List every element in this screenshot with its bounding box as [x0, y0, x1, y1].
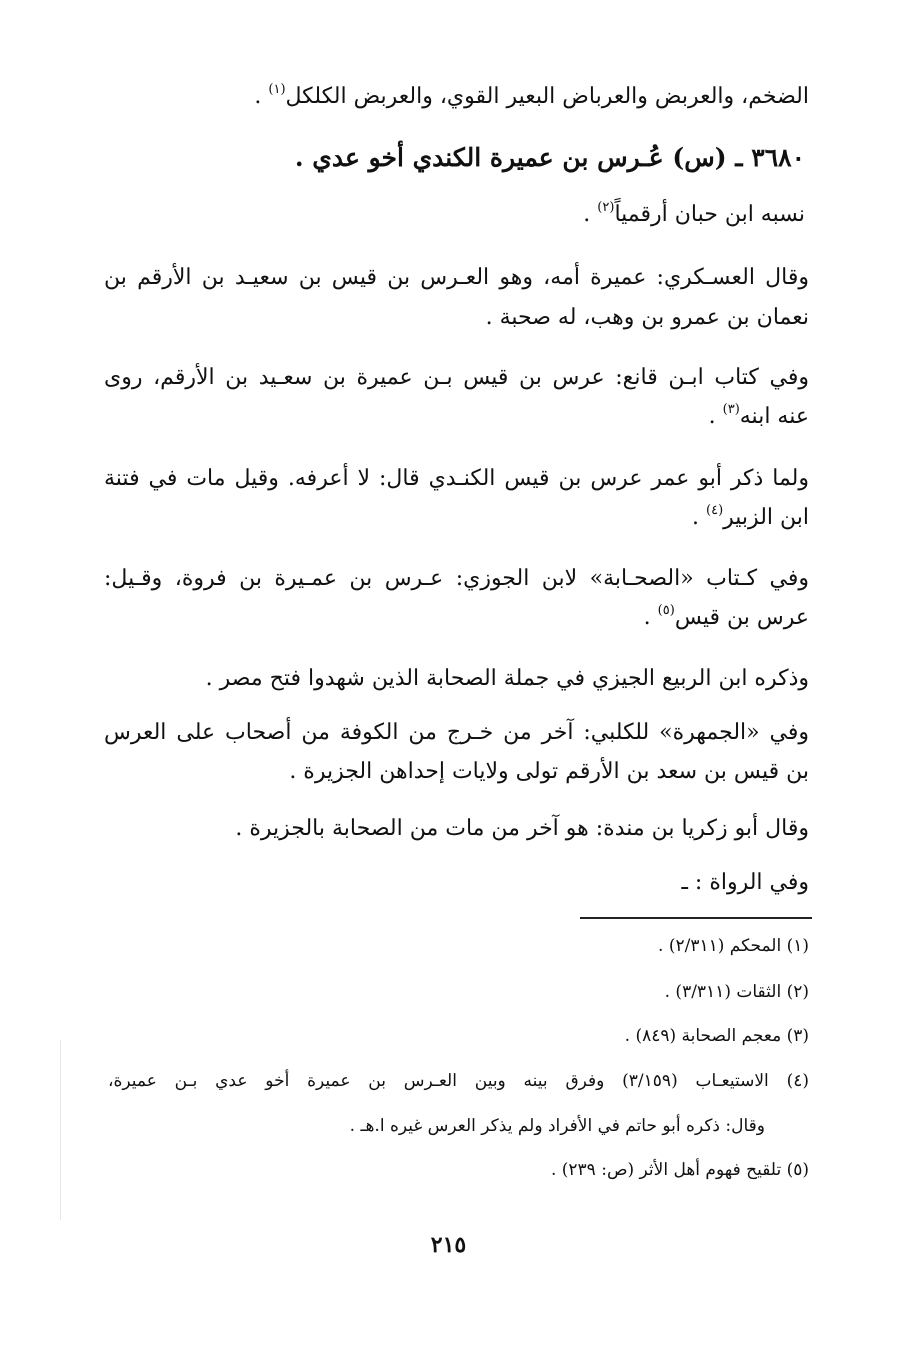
- text-line-1: [254, 82, 809, 112]
- text-line-7: [709, 402, 809, 432]
- text-line-3: [583, 200, 805, 230]
- footnote-ref-2[interactable]: (٢): [597, 200, 615, 215]
- text-line-4: وقال العسـكري: عميرة أمه، وهو العـرس بن قيس بن سعيـد بن الأرقم بن: [104, 265, 809, 290]
- text-line-8: ولما ذكر أبو عمر عرس بن قيس الكنـدي قال: لا أعرفه. وقيل مات في فتنة: [104, 466, 809, 491]
- line-1-end: .: [254, 84, 269, 109]
- footnote-1: (١) المحكم (٢/٣١١) .: [658, 936, 809, 956]
- entry-heading: ٣٦٨٠ ـ (س) عُـرس بن عميرة الكندي أخو عدي .: [294, 143, 805, 172]
- text-line-5: نعمان بن عمرو بن وهب، له صحبة .: [485, 305, 809, 330]
- line-9-end: .: [692, 505, 707, 530]
- line-7-text: عنه ابنه: [739, 404, 809, 429]
- text-line-13: وفي «الجمهرة» للكلبي: آخر من خـرج من الكوفة من أصحاب على العرس: [104, 720, 809, 745]
- line-9-text: ابن الزبير: [723, 505, 809, 530]
- footnote-ref-5[interactable]: (٥): [657, 603, 675, 618]
- footnote-2: (٢) الثقات (٣/٣١١) .: [664, 982, 809, 1002]
- text-line-10: وفي كـتاب «الصحـابة» لابن الجوزي: عـرس بن عمـيرة بن فروة، وقـيل:: [104, 566, 809, 591]
- footnote-ref-1[interactable]: (١): [268, 82, 286, 97]
- line-7-end: .: [708, 404, 723, 429]
- footnote-3: (٣) معجم الصحابة (٨٤٩) .: [624, 1026, 809, 1046]
- text-line-16: وفي الرواة : ـ: [681, 870, 809, 895]
- line-3-end: .: [583, 202, 598, 227]
- line-1-text: الضخم، والعربض والعرباض البعير القوي، والعربض الكلكل: [285, 84, 809, 109]
- footnote-5: (٥) تلقيح فهوم أهل الأثر (ص: ٢٣٩) .: [550, 1160, 809, 1180]
- text-line-12: وذكره ابن الربيع الجيزي في جملة الصحابة الذين شهدوا فتح مصر .: [205, 666, 809, 691]
- line-3-text: نسبه ابن حبان أرقمياً: [614, 202, 805, 227]
- footnote-separator: [580, 917, 812, 919]
- text-line-15: وقال أبو زكريا بن مندة: هو آخر من مات من الصحابة بالجزيرة .: [235, 816, 809, 841]
- footnote-4-line-2: وقال: ذكره أبو حاتم في الأفراد ولم يذكر العرس غيره ا.هـ .: [349, 1116, 765, 1136]
- text-line-11: [644, 603, 809, 633]
- page-number: ٢١٥: [430, 1232, 467, 1258]
- text-line-9: [692, 503, 809, 533]
- line-11-end: .: [643, 605, 658, 630]
- footnote-4-line-1: (٤) الاستيعـاب (٣/١٥٩) وفرق بينه وبين العـرس بن عميرة أخو عدي بـن عميرة،: [108, 1071, 809, 1091]
- text-line-6: وفي كتاب ابـن قانع: عرس بن قيس بـن عميرة بن سعـيد بن الأرقم، روى: [104, 365, 809, 390]
- text-line-14: بن قيس بن سعد بن الأرقم تولى ولايات إحداهن الجزيرة .: [289, 759, 809, 784]
- line-11-text: عرس بن قيس: [674, 605, 809, 630]
- scan-margin-mark: [60, 1040, 61, 1220]
- footnote-ref-3[interactable]: (٣): [722, 402, 740, 417]
- footnote-ref-4[interactable]: (٤): [706, 503, 724, 518]
